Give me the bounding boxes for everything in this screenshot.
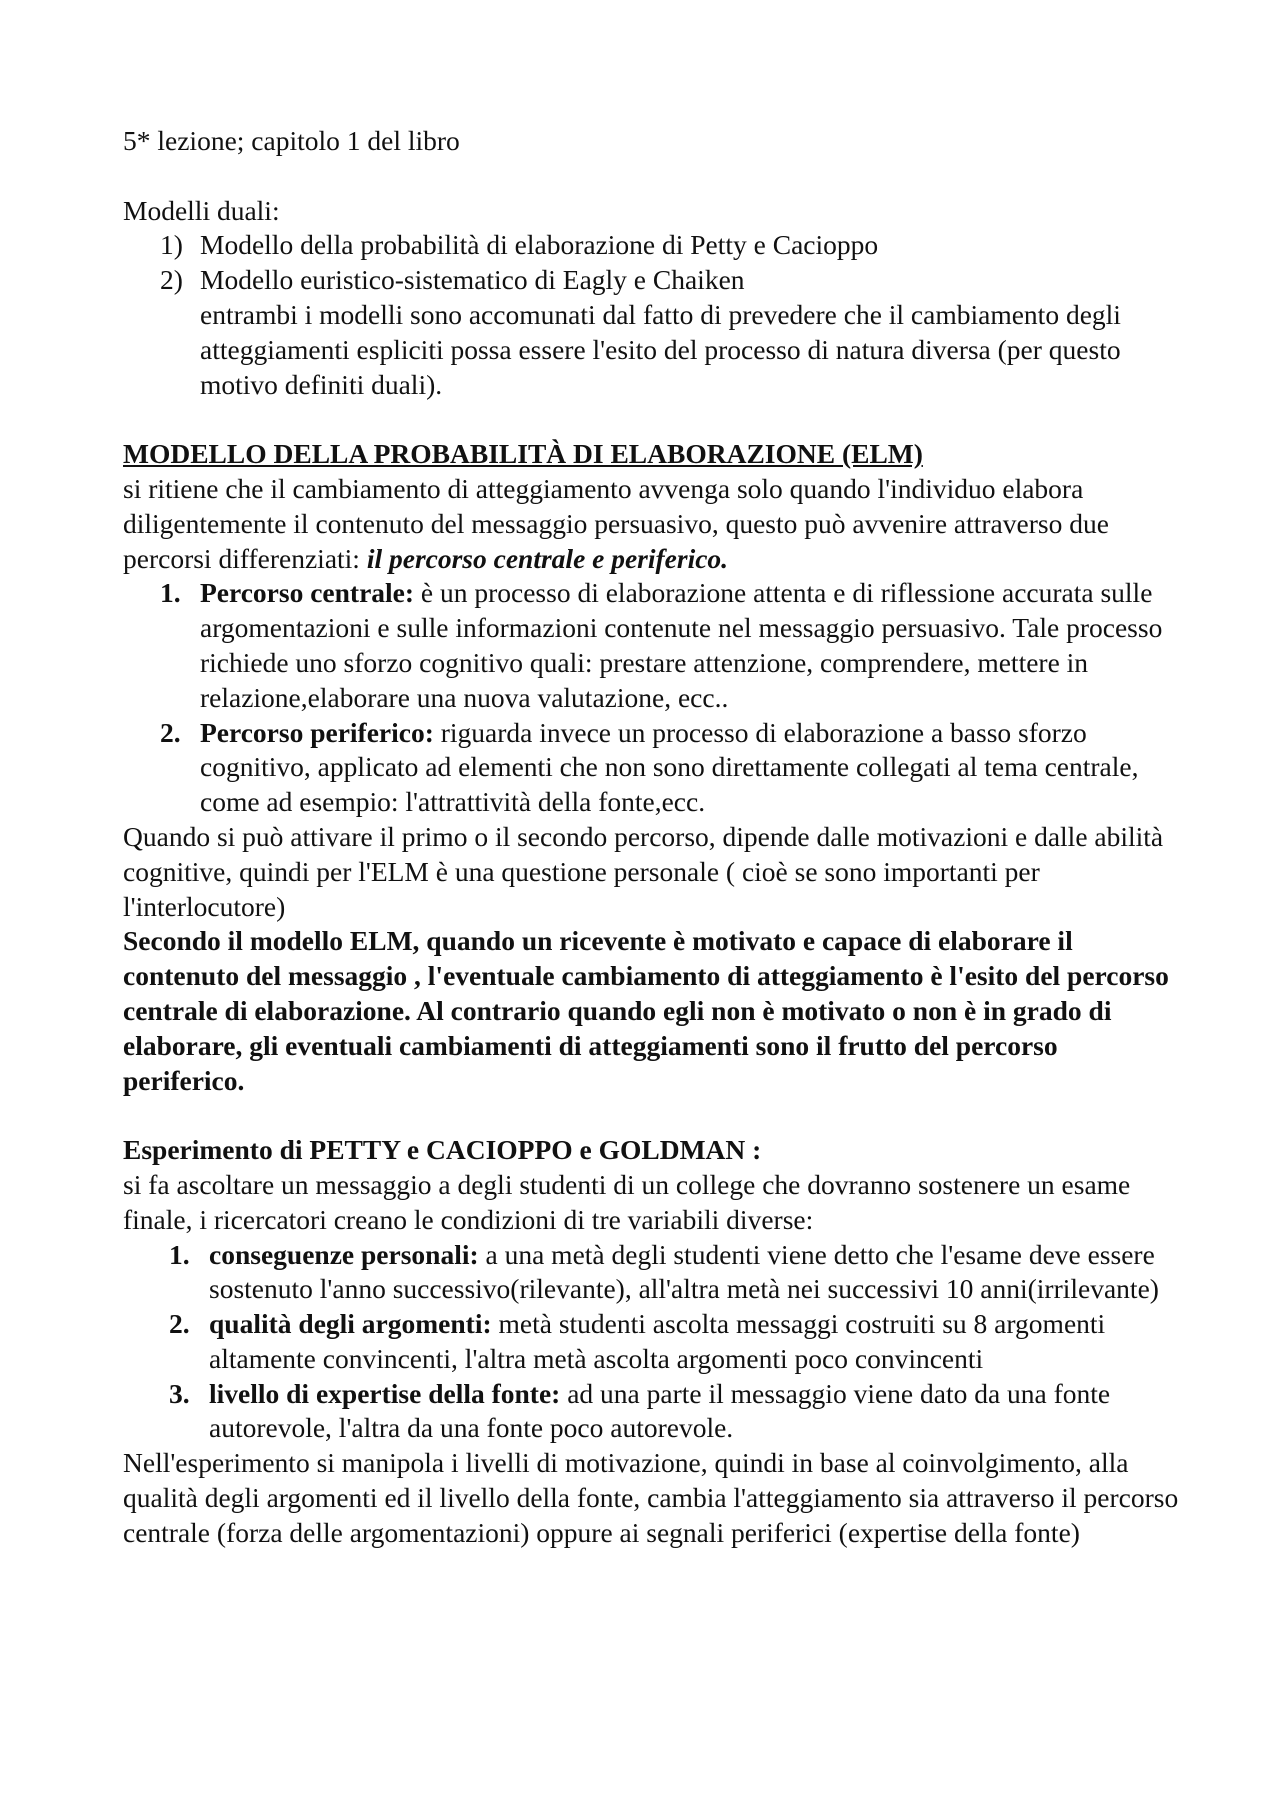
dual-models-note: entrambi i modelli sono accomunati dal fatto di prevedere che il cambiamento degli atteggiamenti espliciti possa essere l'esito del processo di natura diversa (per questo motivo definiti duali). <box>200 298 1121 400</box>
list-item: 2) Modello euristico-sistematico di Eagly e Chaiken <box>160 264 745 296</box>
elm-bold-summary: Secondo il modello ELM, quando un ricevente è motivato e capace di elaborare il contenuto del messaggio , l'eventuale cambiamento di atteggiamento è l'esito del percorso centrale di elaborazione. Al contrario quando egli non è motivato o non è in grado di elaborare, gli eventuali cambiamenti di atteggiamenti sono il frutto del percorso periferico. <box>123 925 1169 1096</box>
spacer <box>123 402 1183 437</box>
dual-models-list <box>123 228 1183 298</box>
experiment-variables-list <box>123 1238 1183 1447</box>
list-item: 1. conseguenze personali: a una metà degli studenti viene detto che l'esame deve essere sostenuto l'anno successivo(rilevante), all'altra metà nei successivi 10 anni(irrilevante) <box>169 1238 1159 1305</box>
elm-intro: si ritiene che il cambiamento di atteggiamento avvenga solo quando l'individuo elabora diligentemente il contenuto del messaggio persuasivo, questo può avvenire attraverso due percorsi differenziati: il percorso centrale e periferico. <box>123 472 1109 574</box>
list-item: 2. Percorso periferico: riguarda invece un processo di elaborazione a basso sforzo cognitivo, applicato ad elementi che non sono direttamente collegati al tema centrale, come ad esempio: l'attrattività della fonte,ecc. <box>160 716 1139 818</box>
experiment-conclusion: Nell'esperimento si manipola i livelli di motivazione, quindi in base al coinvolgimento, alla qualità degli argomenti ed il livello della fonte, cambia l'atteggiamento sia attraverso il percorso centrale (forza delle argomentazioni) oppure ai segnali periferici (expertise della fonte) <box>123 1447 1179 1548</box>
dual-models-title: Modelli duali: <box>123 194 280 226</box>
list-item: 1. Percorso centrale: è un processo di elaborazione attenta e di riflessione accurata sulle argomentazioni e sulle informazioni contenute nel messaggio persuasivo. Tale processo richiede uno sforzo cognitivo quali: prestare attenzione, comprendere, mettere in relazione,elaborare una nuova valutazione, ecc.. <box>160 577 1163 713</box>
spacer <box>123 1098 1183 1133</box>
spacer <box>123 159 1183 194</box>
elm-intro-emphasis: il percorso centrale e periferico. <box>366 542 729 574</box>
lesson-header: 5* lezione; capitolo 1 del libro <box>123 125 460 156</box>
elm-paths-list <box>123 576 1183 820</box>
experiment-intro: si fa ascoltare un messaggio a degli studenti di un college che dovranno sostenere un esame finale, i ricercatori creano le condizioni di tre variabili diverse: <box>123 1168 1131 1235</box>
list-item: 2. qualità degli argomenti: metà studenti ascolta messaggi costruiti su 8 argomenti altamente convincenti, l'altra metà ascolta argomenti poco convincenti <box>169 1308 1106 1374</box>
elm-after-text: Quando si può attivare il primo o il secondo percorso, dipende dalle motivazioni e dalle abilità cognitive, quindi per l'ELM è una questione personale ( cioè se sono importanti per l'interlocutore) <box>123 820 1164 922</box>
experiment-heading: Esperimento di PETTY e CACIOPPO e GOLDMAN : <box>123 1134 762 1166</box>
elm-heading: MODELLO DELLA PROBABILITÀ DI ELABORAZIONE (ELM) <box>123 438 923 470</box>
list-item: 3. livello di expertise della fonte: ad una parte il messaggio viene dato da una fonte autorevole, l'altra da una fonte poco autorevole. <box>169 1377 1111 1444</box>
list-item: 1) Modello della probabilità di elaborazione di Petty e Cacioppo <box>160 229 879 261</box>
document-page <box>123 124 1183 1551</box>
